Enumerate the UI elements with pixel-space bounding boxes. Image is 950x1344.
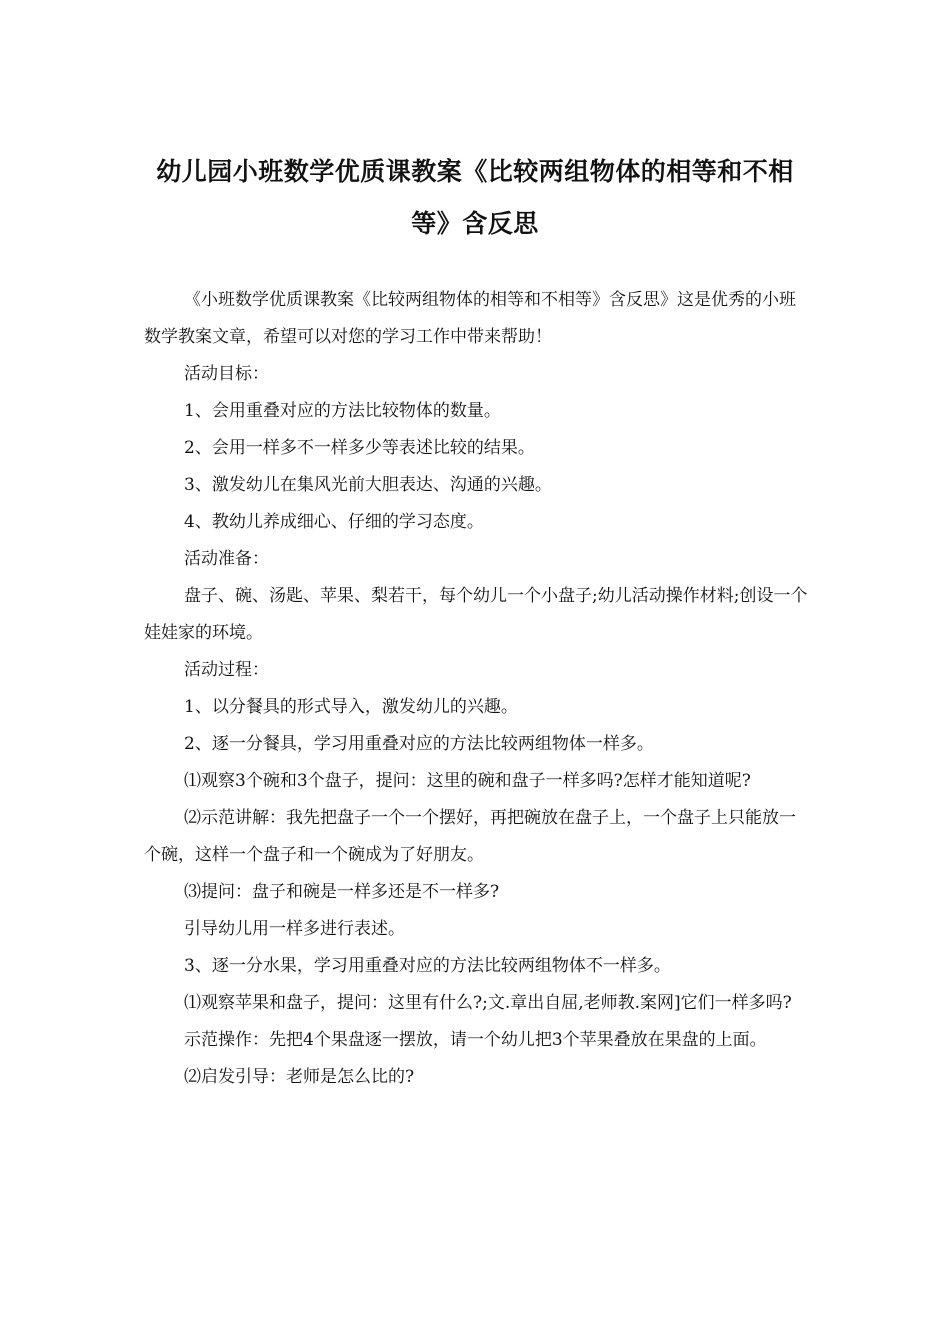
objective-item: 1、会用重叠对应的方法比较物体的数量。 — [184, 401, 501, 421]
objective-item: 2、会用一样多不一样多少等表述比较的结果。 — [184, 438, 535, 458]
process-step: 3、逐一分水果，学习用重叠对应的方法比较两组物体不一样多。 — [184, 956, 671, 976]
process-note: 示范操作：先把4个果盘逐一摆放，请一个幼儿把3个苹果叠放在果盘的上面。 — [184, 1030, 767, 1050]
process-note: 引导幼儿用一样多进行表述。 — [184, 919, 405, 939]
document-title — [110, 146, 840, 250]
heading-process: 活动过程： — [184, 660, 269, 680]
heading-objectives: 活动目标： — [184, 364, 269, 384]
process-substep: ⑵启发引导：老师是怎么比的? — [184, 1067, 415, 1087]
process-substep: ⑶提问：盘子和碗是一样多还是不一样多? — [184, 882, 500, 902]
objective-item: 3、激发幼儿在集风光前大胆表达、沟通的兴趣。 — [184, 475, 552, 495]
process-step: 2、逐一分餐具，学习用重叠对应的方法比较两组物体一样多。 — [184, 734, 654, 754]
preparation-paragraph: 盘子、碗、汤匙、苹果、梨若干，每个幼儿一个小盘子;幼儿活动操作材料;创设一个娃娃家的环境。 — [144, 586, 808, 643]
document-body — [144, 282, 808, 1096]
process-substep: ⑵示范讲解：我先把盘子一个一个摆好，再把碗放在盘子上，一个盘子上只能放一个碗，这样一个盘子和一个碗成为了好朋友。 — [144, 808, 796, 865]
title-line-2: 等》含反思 — [411, 209, 539, 238]
process-substep: ⑴观察苹果和盘子，提问：这里有什么?;文.章出自屈,老师教.案网]它们一样多吗? — [184, 993, 792, 1013]
process-step: 1、以分餐具的形式导入，激发幼儿的兴趣。 — [184, 697, 518, 717]
process-substep: ⑴观察3个碗和3个盘子，提问：这里的碗和盘子一样多吗?怎样才能知道呢? — [184, 771, 751, 791]
objective-item: 4、教幼儿养成细心、仔细的学习态度。 — [184, 512, 484, 532]
intro-paragraph: 《小班数学优质课教案《比较两组物体的相等和不相等》含反思》这是优秀的小班数学教案文章，希望可以对您的学习工作中带来帮助！ — [144, 290, 796, 347]
heading-preparation: 活动准备： — [184, 549, 269, 569]
title-line-1: 幼儿园小班数学优质课教案《比较两组物体的相等和不相 — [156, 157, 794, 186]
